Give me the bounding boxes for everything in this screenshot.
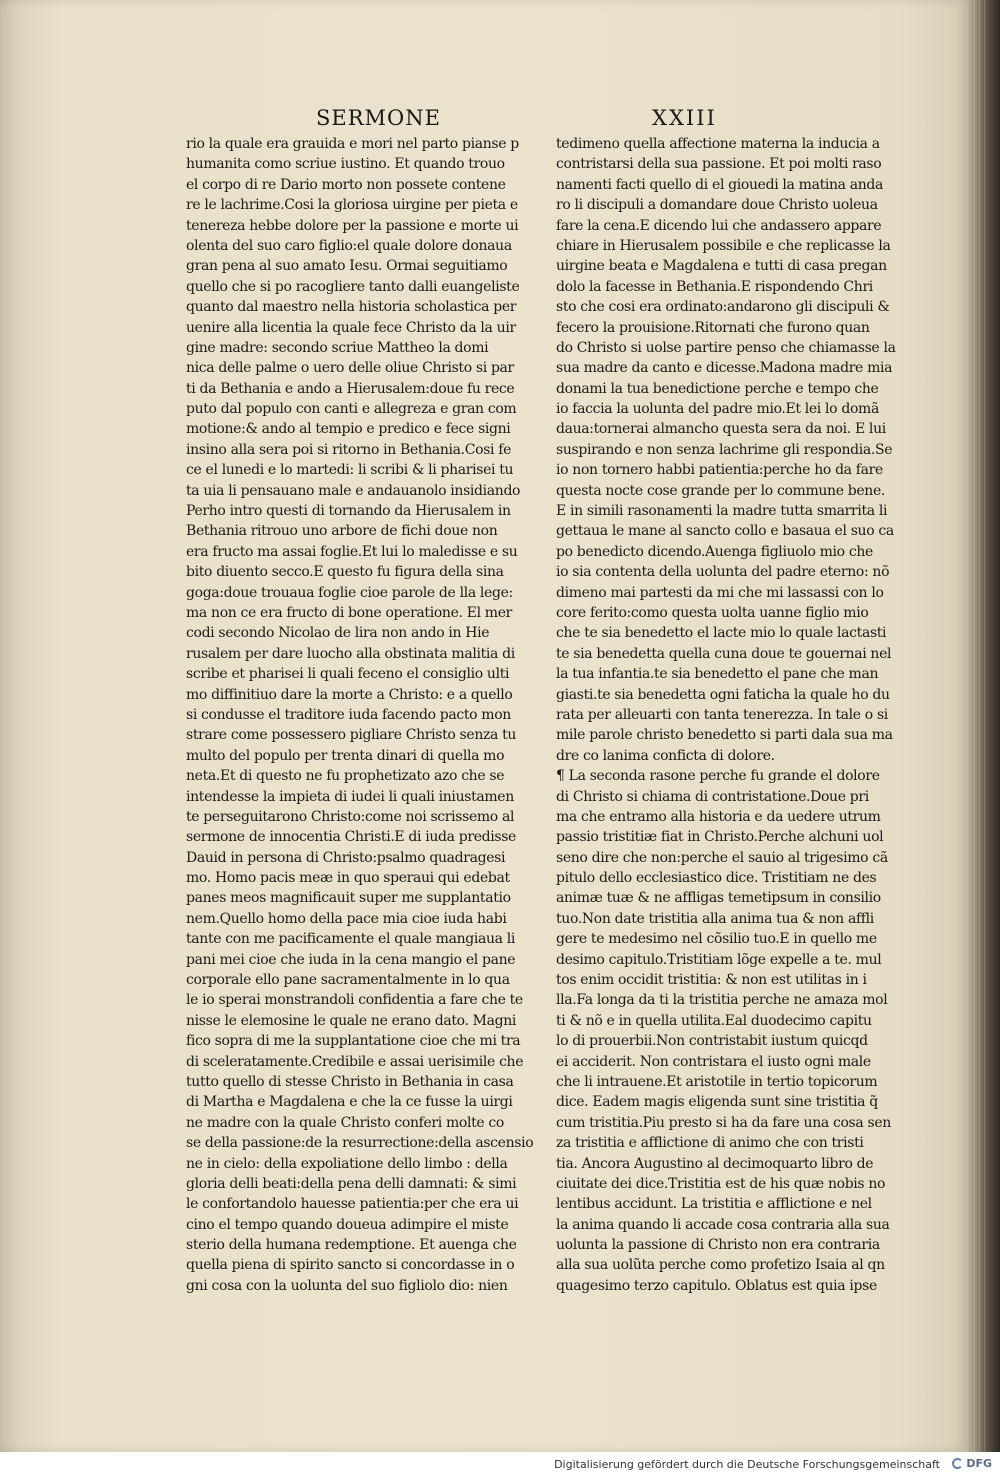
text-line: rata per alleuarti con tanta tenerezza. In tale o si: [556, 706, 888, 723]
text-line: gloria delli beati:della pena delli damnati: & simi: [186, 1175, 517, 1192]
text-line: tedimeno quella affectione materna la inducia a: [556, 136, 880, 152]
text-line: quella piena di spirito sancto si concordasse in o: [186, 1257, 515, 1274]
page-header: [0, 106, 968, 136]
text-line: strare come possessero pigliare Christo senza tu: [186, 727, 517, 744]
text-line: ro li discipuli a domandare doue Christo uoleua: [556, 197, 878, 214]
text-line: mo diffinitiuo dare la morte a Christo: e a quello: [186, 686, 513, 703]
text-line: io sia contenta della uolunta del padre eterno: nõ: [556, 564, 890, 581]
text-line: mo. Homo pacis meæ in quo speraui qui edebat: [186, 870, 510, 887]
text-line: io non tornero habbi patientia:perche ho da fare: [556, 462, 883, 479]
text-line: dolo la facesse in Bethania.E rispondendo Chri: [556, 278, 873, 295]
text-line: alla sua uolũta perche como profetizo Isaia al qn: [556, 1257, 885, 1274]
text-line: ta uia li pensauano male e andauanolo insidiando: [186, 482, 521, 499]
text-line: lentibus accidunt. La tristitia e afflictione e nel: [556, 1196, 872, 1213]
text-line: cino el tempo quando doueua adimpire el miste: [186, 1216, 509, 1233]
text-line: gran pena al suo amato Iesu. Ormai seguitiamo: [186, 258, 508, 275]
dfg-logo-text: DFG: [966, 1457, 992, 1470]
text-line: insino alla sera poi si ritorno in Bethania.Cosi fe: [186, 441, 512, 458]
page-edge: [968, 0, 1000, 1452]
text-line: nem.Quello homo della pace mia cioe iuda habi: [186, 910, 507, 927]
text-line: donami la tua benedictione perche e tempo che: [556, 380, 879, 397]
text-line: quagesimo terzo capitulo. Oblatus est quia ipse: [556, 1277, 877, 1294]
text-line: se della passione:de la resurrectione:della ascensio: [186, 1135, 534, 1152]
text-line: sua madre da canto e dicesse.Madona madre mia: [556, 360, 893, 377]
text-line: passio tristitiæ fiat in Christo.Perche alchuni uol: [556, 829, 884, 846]
text-line: po benedicto dicendo.Auenga figliuolo mio che: [556, 543, 873, 560]
text-line: uolunta la passione di Christo non era contraria: [556, 1237, 880, 1254]
text-line: che li intrauene.Et aristotile in tertio topicorum: [556, 1073, 878, 1090]
text-line: panes meos magnificauit super me supplantatio: [186, 890, 511, 907]
text-line: neta.Et di questo ne fu prophetizato azo che se: [186, 768, 505, 785]
text-line: ciuitate dei dice.Tristitia est de his quæ nobis no: [556, 1175, 886, 1192]
text-line: fecero la prouisione.Ritornati che furono quan: [556, 319, 870, 336]
text-line: cum tristitia.Piu presto si ha da fare una cosa sen: [556, 1114, 891, 1131]
text-line: pani mei cioe che iuda in la cena mangio el pane: [186, 951, 516, 968]
text-line: za tristitia e afflictione di animo che con tristi: [556, 1135, 864, 1152]
text-line: seno dire che non:perche el sauio al trigesimo cã: [556, 849, 888, 866]
text-line: ne in cielo: della expoliatione dello limbo : della: [186, 1155, 508, 1172]
text-line: re le lachrime.Cosi la gloriosa uirgine per pieta e: [186, 197, 518, 214]
text-line: era fructo ma assai foglie.Et lui lo maledisse e su: [186, 543, 518, 560]
text-line: animæ tuæ & ne affligas temetipsum in consilio: [556, 890, 881, 907]
text-line: la anima quando li accade cosa contraria alla sua: [556, 1216, 890, 1233]
text-line: lo di prouerbii.Non contristabit iustum quicqd: [556, 1033, 868, 1050]
text-line: namenti facti quello di el giouedi la matina anda: [556, 176, 884, 193]
text-line: core ferito:como questa uolta uanne figlio mio: [556, 604, 869, 621]
dfg-swirl-icon: [952, 1458, 963, 1469]
text-line: tante con me pacificamente el quale mangiaua li: [186, 931, 516, 948]
text-line: gettaua le mane al sancto collo e basaua el suo ca: [556, 523, 894, 540]
text-line: si condusse el traditore iuda facendo pacto mon: [186, 706, 511, 723]
text-line: rusalem per dare luocho alla obstinata malitia di: [186, 645, 515, 662]
text-line: dice. Eadem magis eligenda sunt sine tristitia q̃: [556, 1094, 878, 1111]
text-line: nica delle palme o uero delle oliue Christo si par: [186, 360, 514, 377]
text-line: ma non ce era fructo di bone operatione. El mer: [186, 604, 513, 621]
text-line: ce el lunedi e lo martedi: li scribi & li pharisei tu: [186, 462, 514, 479]
text-line: sterio della humana redemptione. Et auenga che: [186, 1237, 517, 1254]
text-line: uenire alla licentia la quale fece Christo da la uir: [186, 319, 516, 336]
text-line: che te sia benedetto el lacte mio lo quale lactasti: [556, 625, 887, 642]
text-line: questa nocte cose grande per lo commune bene.: [556, 482, 886, 499]
text-line: humanita como scriue iustino. Et quando trouo: [186, 156, 505, 173]
text-line: scribe et pharisei li quali feceno el consiglio ulti: [186, 666, 510, 683]
text-line: puto dal populo con canti e allegreza e gran com: [186, 401, 517, 418]
sermon-number: XXIII: [652, 106, 717, 130]
text-line: la tua infantia.te sia benedetto el pane che man: [556, 666, 879, 683]
text-line: Bethania ritrouo uno arbore de fichi doue non: [186, 523, 498, 540]
text-line: tos enim occidit tristitia: & non est utilitas in i: [556, 972, 867, 989]
text-line: tia. Ancora Augustino al decimoquarto libro de: [556, 1155, 874, 1172]
text-line: nisse le elemosine le quale ne erano dato. Magni: [186, 1012, 517, 1029]
text-line: ne madre con la quale Christo conferi molte co: [186, 1114, 504, 1131]
text-line: contristarsi della sua passione. Et poi molti raso: [556, 156, 882, 173]
text-line: le confortandolo hauesse patientia:per che era ui: [186, 1196, 519, 1213]
text-line: lla.Fa longa da ti la tristitia perche ne amaza mol: [556, 992, 888, 1009]
text-line: te perseguitarono Christo:come noi scrissemo al: [186, 808, 515, 825]
text-line: Dauid in persona di Christo:psalmo quadragesi: [186, 849, 506, 866]
text-line: gni cosa con la uolunta del suo figliolo dio: nien: [186, 1277, 508, 1294]
text-line: uirgine beata e Magdalena e tutti di casa pregan: [556, 258, 887, 275]
text-line: do Christo si uolse partire penso che chiamasse la: [556, 339, 896, 356]
funding-credit: Digitalisierung gefördert durch die Deutsche Forschungsgemeinschaft: [554, 1458, 940, 1471]
text-line: gere te medesimo nel cõsilio tuo.E in quello me: [556, 931, 877, 948]
text-line: giasti.te sia benedetta ogni faticha la quale ho du: [556, 686, 890, 703]
text-line: quello che si po racogliere tanto dalli euangeliste: [186, 278, 520, 295]
text-line: tenereza hebbe dolore per la passione e morte ui: [186, 217, 519, 234]
text-line: ¶ La seconda rasone perche fu grande el dolore: [556, 768, 880, 785]
text-line: dre co lanima conficta di dolore.: [556, 747, 775, 764]
text-line: suspirando e non senza lachrime gli respondia.Se: [556, 441, 893, 458]
text-line: tuo.Non date tristitia alla anima tua & non affli: [556, 910, 874, 927]
text-line: te sia benedetta quella cuna doue te gouernai nel: [556, 645, 892, 662]
text-line: daua:tornerai almancho questa sera da noi. E lui: [556, 421, 886, 438]
text-line: di sceleratamente.Credibile e assai uerisimile che: [186, 1053, 524, 1070]
text-line: intendesse la impieta di iudei li quali iniustamen: [186, 788, 514, 805]
text-line: ti da Bethania e ando a Hierusalem:doue fu rece: [186, 380, 515, 397]
text-line: rio la quale era grauida e mori nel parto pianse p: [186, 136, 519, 152]
text-line: fare la cena.E dicendo lui che andassero appare: [556, 217, 882, 234]
text-line: quanto dal maestro nella historia scholastica per: [186, 299, 517, 316]
text-line: di Martha e Magdalena e che la ce fusse la uirgi: [186, 1094, 513, 1111]
text-line: codi secondo Nicolao de lira non ando in Hie: [186, 625, 490, 642]
text-line: sermone de innocentia Christi.E di iuda predisse: [186, 829, 516, 846]
text-line: motione:& ando al tempio e predico e fece signi: [186, 421, 511, 438]
text-line: dimeno mai partesti da mi che mi lassassi con lo: [556, 584, 884, 601]
right-text-column: [556, 134, 908, 1296]
text-line: desimo capitulo.Tristitiam lõge expelle a te. mul: [556, 951, 882, 968]
text-line: olenta del suo caro figlio:el quale dolore donaua: [186, 237, 512, 254]
text-line: ei acciderit. Non contristara el iusto ogni male: [556, 1053, 871, 1070]
text-line: tutto quello di stesse Christo in Bethania in casa: [186, 1073, 514, 1090]
text-line: mile parole christo benedetto si parti dala sua ma: [556, 727, 893, 744]
text-line: goga:doue trouaua foglie cioe parole de lla lege:: [186, 584, 513, 601]
text-line: corporale ello pane sacramentalmente in lo qua: [186, 972, 510, 989]
text-line: ti & nõ e in quella utilita.Eal duodecimo capitu: [556, 1012, 872, 1029]
text-line: pitulo dello ecclesiastico dice. Tristitiam ne des: [556, 870, 877, 887]
text-line: E in simili rasonamenti la madre tutta smarrita li: [556, 503, 888, 520]
text-line: chiare in Hierusalem possibile e che replicasse la: [556, 237, 891, 254]
text-line: multo del populo per trenta dinari di quella mo: [186, 747, 505, 764]
text-line: sto che cosi era ordinato:andarono gli discipuli &: [556, 299, 890, 316]
left-text-column: [186, 134, 536, 1296]
text-line: el corpo di re Dario morto non possete contene: [186, 176, 506, 193]
text-line: bito diuento secco.E questo fu figura della sina: [186, 564, 504, 581]
text-line: ma che entramo alla historia e da uedere utrum: [556, 808, 881, 825]
text-line: le io sperai monstrandoli confidentia a fare che te: [186, 992, 523, 1009]
running-title: SERMONE: [316, 106, 441, 130]
text-line: io faccia la uolunta del padre mio.Et lei lo domã: [556, 401, 879, 418]
text-line: Perho intro questi di tornando da Hierusalem in: [186, 503, 511, 520]
text-line: di Christo si chiama di contristatione.Doue pri: [556, 788, 869, 805]
text-line: fico sopra di me la supplantatione cioe che mi tra: [186, 1033, 521, 1050]
footer-bar: [0, 1452, 1000, 1480]
text-line: gine madre: secondo scriue Mattheo la domi: [186, 339, 489, 356]
dfg-logo: [952, 1457, 992, 1470]
